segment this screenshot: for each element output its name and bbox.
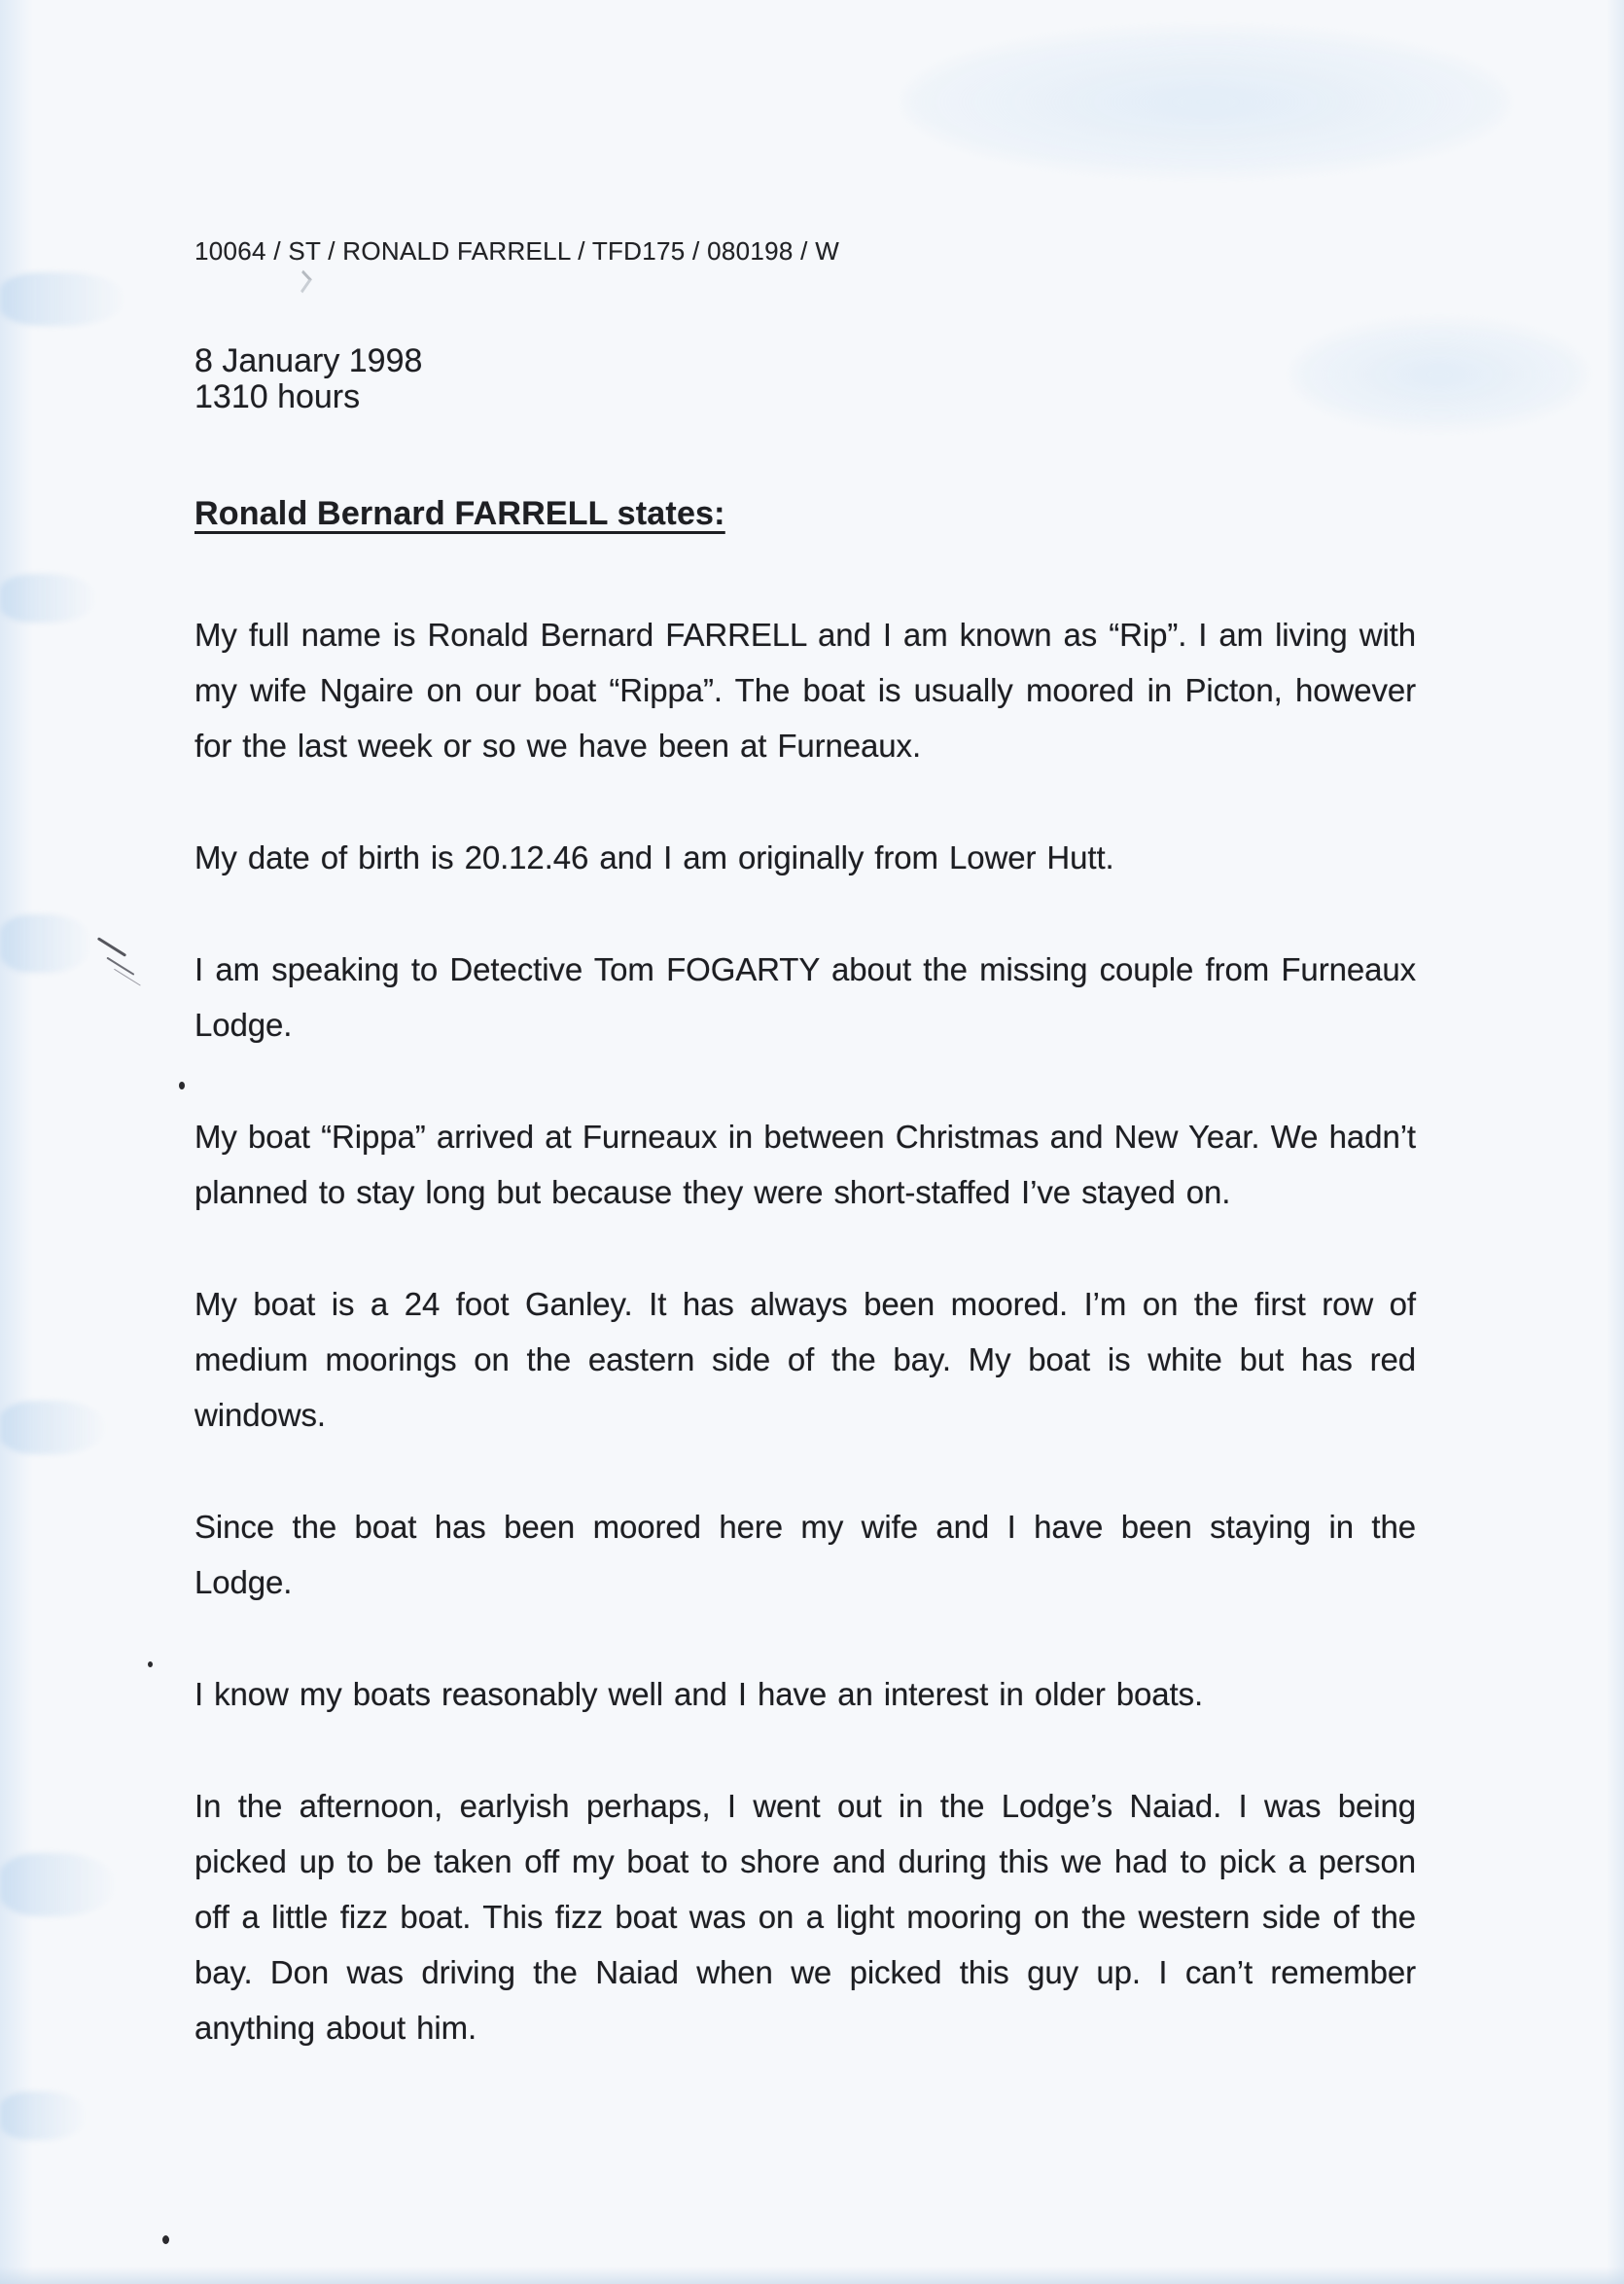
statement-body [194, 236, 1416, 2112]
scan-mark-dot-2 [148, 1661, 153, 1667]
scan-streak-2 [0, 574, 97, 623]
statement-paragraph: My boat “Rippa” arrived at Furneaux in between Christmas and New Year. We hadn’t planned to stay long but because they were short-staffed I’ve stayed on. [194, 1119, 1416, 1210]
date-time-block [194, 343, 1416, 415]
statement-heading: Ronald Bernard FARRELL states: [194, 495, 725, 532]
statement-paragraph: I am speaking to Detective Tom FOGARTY about the missing couple from Furneaux Lodge. [194, 951, 1416, 1043]
statement-paragraph: My full name is Ronald Bernard FARRELL and I am known as “Rip”. I am living with my wife Ngaire on our boat “Rippa”. The boat is usually moored in Picton, however for the last week or so we have been at Furneaux. [194, 617, 1416, 764]
scan-streak-5 [0, 1853, 117, 1916]
statement-paragraph: My date of birth is 20.12.46 and I am originally from Lower Hutt. [194, 839, 1114, 875]
scan-mark-dot-3 [162, 2235, 169, 2244]
reference-line: 10064 / ST / RONALD FARRELL / TFD175 / 080198 / W [194, 236, 840, 266]
scan-streak-6 [0, 2091, 88, 2140]
statement-paragraph: I know my boats reasonably well and I have an interest in older boats. [194, 1676, 1204, 1712]
statement-paragraph: In the afternoon, earlyish perhaps, I went out in the Lodge’s Naiad. I was being picked up to be taken off my boat to shore and during this we had to pick a person off a little fizz boat. This fizz boat was on a light mooring on the western side of the bay. Don was driving the Naiad when we picked this guy up. I can’t remember anything about him. [194, 1788, 1416, 2046]
statement-time: 1310 hours [194, 378, 361, 415]
scan-mark-handwritten-tick [97, 937, 126, 957]
statement-paragraph: My boat is a 24 foot Ganley. It has always been moored. I’m on the first row of medium moorings on the eastern side of the bay. My boat is white but has red windows. [194, 1286, 1416, 1433]
scan-streak-4 [0, 1401, 107, 1454]
scan-tint-bottom-edge [0, 2266, 1624, 2284]
scan-streak-1 [0, 272, 126, 326]
scan-streak-3 [0, 914, 92, 973]
scan-tint-right-edge [1606, 0, 1624, 2284]
statement-paragraph: Since the boat has been moored here my wife and I have been staying in the Lodge. [194, 1509, 1416, 1600]
scan-cloud-top-right [904, 29, 1507, 175]
scan-mark-dot-1 [179, 1082, 185, 1089]
scan-tint-left-edge [0, 0, 33, 2284]
statement-date: 8 January 1998 [194, 342, 423, 379]
